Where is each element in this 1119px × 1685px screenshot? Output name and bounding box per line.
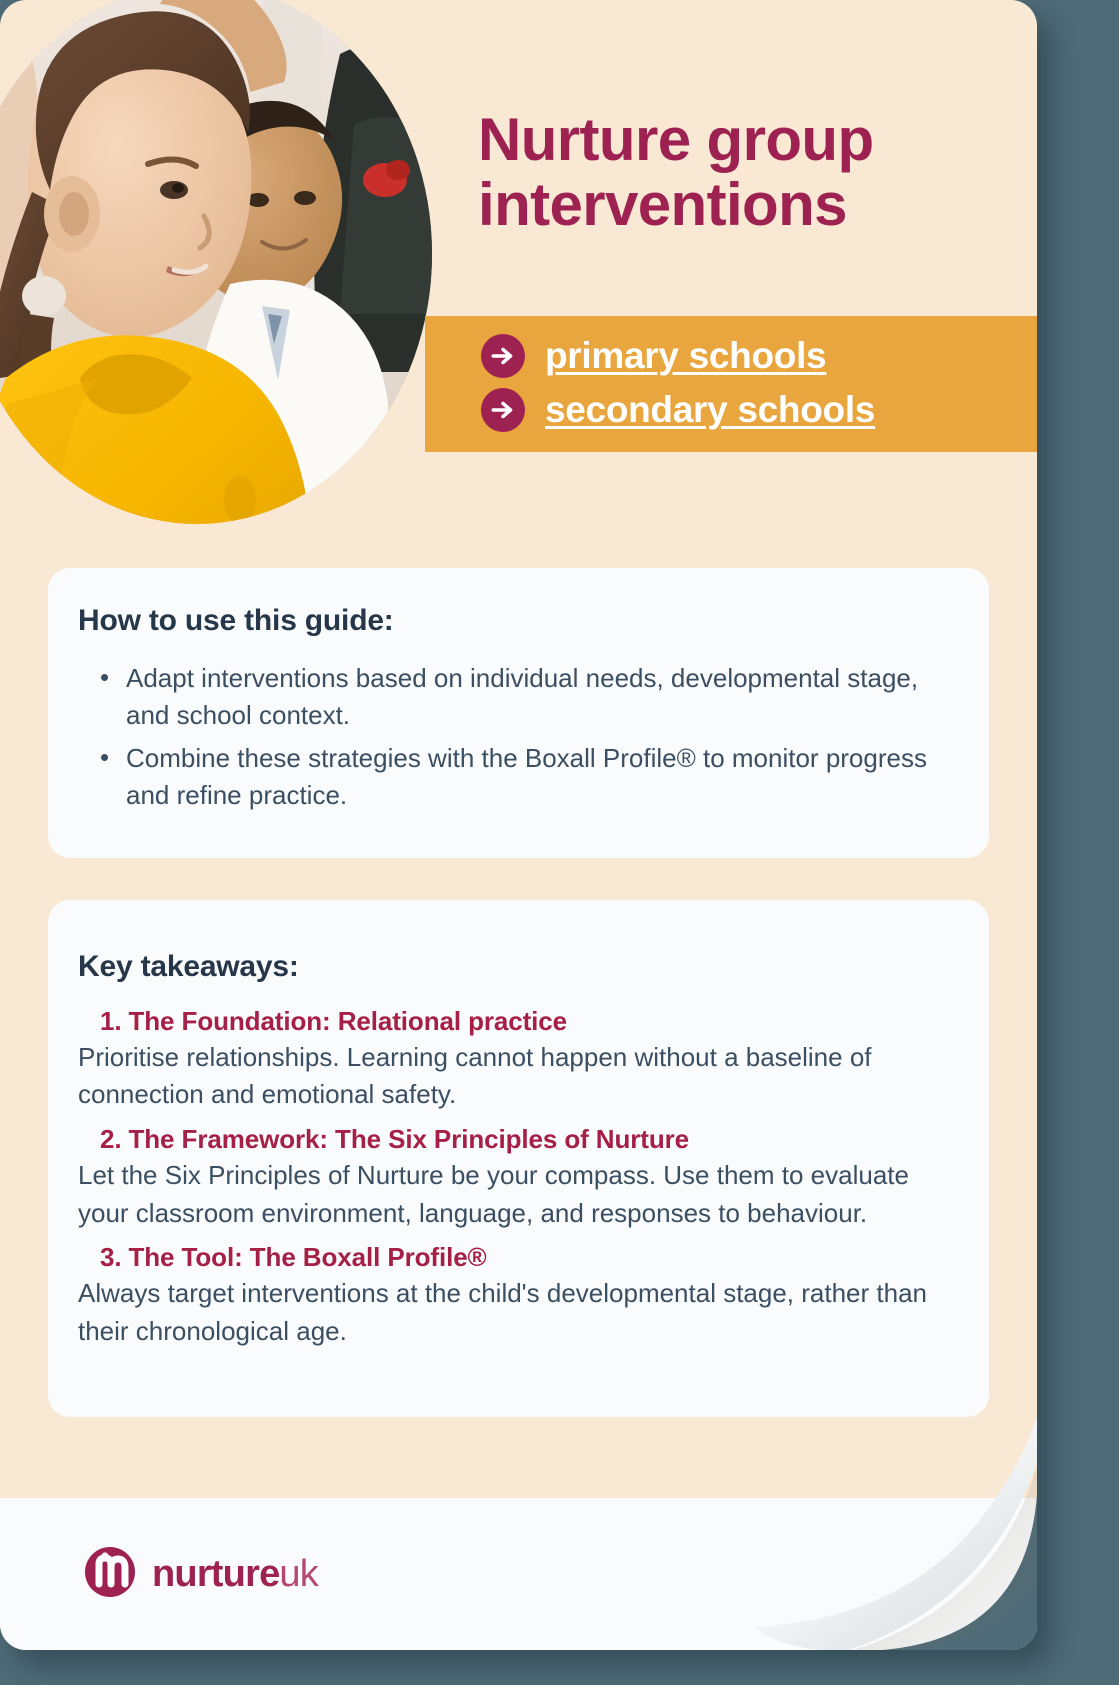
arrow-right-icon xyxy=(481,388,525,432)
guide-bullet-list xyxy=(78,660,945,814)
link-row-secondary-schools[interactable] xyxy=(425,388,1037,432)
logo-word-uk: uk xyxy=(279,1552,318,1595)
takeaway-body-1: Prioritise relationships. Learning cannot happen without a baseline of connection and emotional safety. xyxy=(78,1041,872,1110)
takeaway-title-3 xyxy=(78,1242,949,1273)
takeaway-body-2: Let the Six Principles of Nurture be your compass. Use them to evaluate your classroom environment, language, and responses to behaviour. xyxy=(78,1160,909,1228)
nurtureuk-wordmark xyxy=(152,1553,318,1596)
key-takeaways-card xyxy=(48,900,989,1417)
list-item: • Combine these strategies with the Boxall Profile® to monitor progress and refine practice. xyxy=(78,740,945,814)
nurtureuk-n-logo-icon xyxy=(82,1546,138,1602)
key-takeaways-heading: Key takeaways: xyxy=(78,949,299,983)
list-item: • Adapt interventions based on individual needs, developmental stage, and school context. xyxy=(78,660,945,734)
takeaway-item-1 xyxy=(78,1006,949,1114)
takeaway-number-2: 2. xyxy=(100,1124,122,1154)
school-links-banner xyxy=(425,316,1037,452)
page-title-line-2: interventions xyxy=(478,170,847,238)
classroom-children-photo xyxy=(0,0,432,524)
how-to-use-guide-card xyxy=(48,568,989,858)
takeaway-body-3: Always target interventions at the child's developmental stage, rather than their chronological age. xyxy=(78,1278,927,1347)
takeaway-label-3: The Tool: The Boxall Profile® xyxy=(128,1242,487,1273)
takeaway-item-2 xyxy=(78,1124,949,1232)
logo-word-nurture: nurture xyxy=(152,1552,280,1595)
hero-section xyxy=(0,0,1037,520)
link-secondary-schools[interactable]: secondary schools xyxy=(545,389,876,430)
guide-card-heading: How to use this guide: xyxy=(78,604,394,637)
takeaway-label-1: The Foundation: Relational practice xyxy=(128,1005,568,1036)
takeaway-title-2 xyxy=(78,1124,949,1155)
nurtureuk-logo xyxy=(82,1546,318,1602)
takeaway-label-2: The Framework: The Six Principles of Nurture xyxy=(128,1124,689,1154)
page-title-line-1: Nurture group xyxy=(478,106,874,173)
link-row-primary-schools[interactable] xyxy=(425,334,1037,378)
takeaway-number-1: 1. xyxy=(100,1005,122,1036)
takeaway-item-3 xyxy=(78,1242,949,1350)
link-primary-schools[interactable]: primary schools xyxy=(545,335,827,376)
page-title xyxy=(478,108,1008,238)
page-footer xyxy=(0,1498,1037,1650)
takeaway-number-3: 3. xyxy=(100,1242,122,1273)
takeaway-title-1 xyxy=(78,1006,949,1037)
arrow-right-icon xyxy=(481,334,525,378)
